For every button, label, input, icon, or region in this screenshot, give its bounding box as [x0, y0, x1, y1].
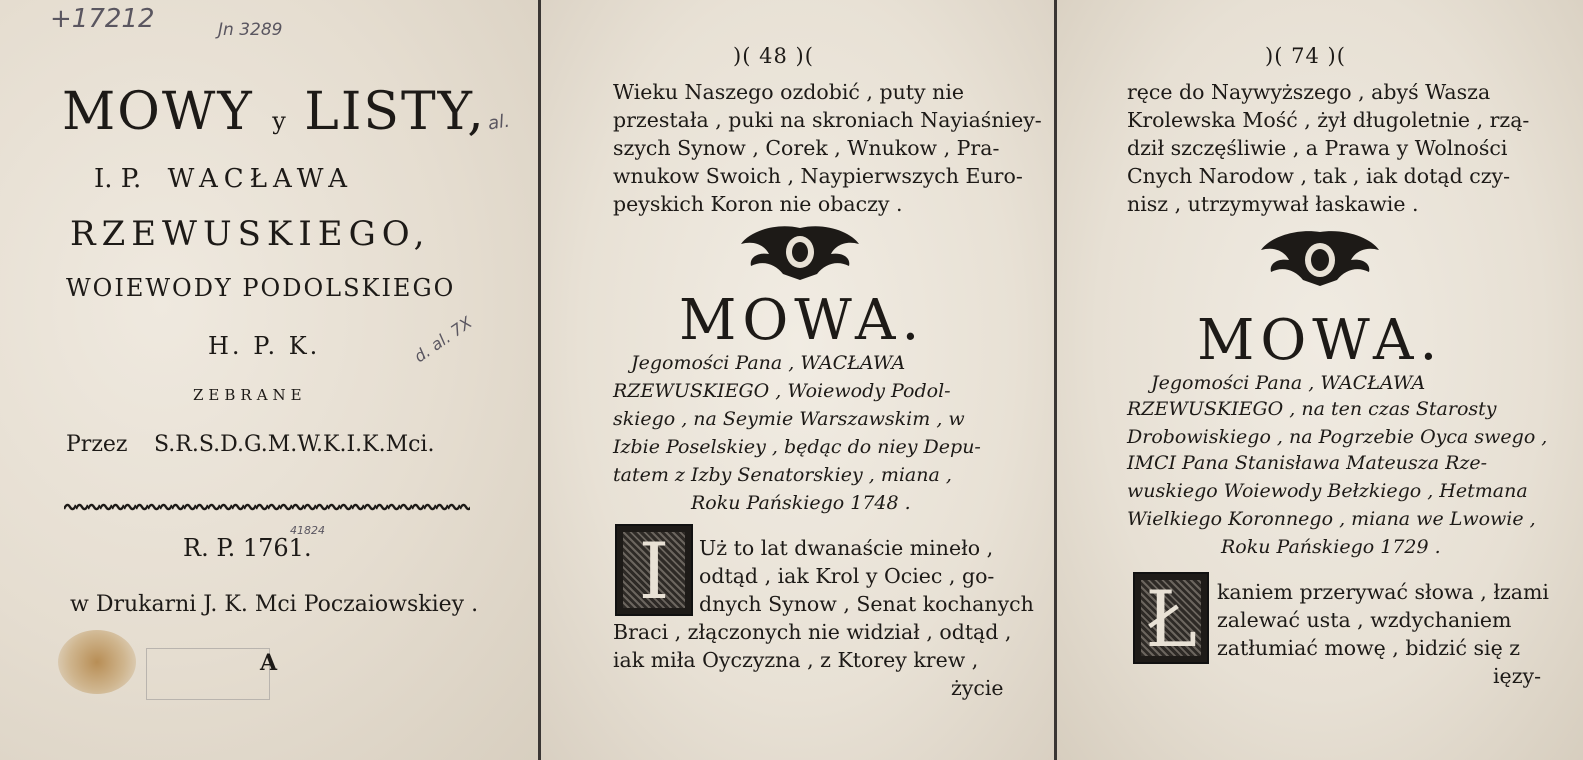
catchword: ięzy- — [1493, 664, 1541, 688]
page-bracket-left: )( — [1265, 44, 1284, 68]
text-line: szych Synow , Corek , Wnukow , Pra- — [613, 136, 1000, 160]
page-number-48 — [733, 44, 814, 68]
heading-line: Drobowiskiego , na Pogrzebie Oyca swego , — [1127, 426, 1548, 448]
page-bracket-right: )( — [1327, 44, 1346, 68]
shelf-mark: +17212 — [50, 4, 155, 34]
text-line: zalewać usta , wzdychaniem — [1217, 608, 1512, 632]
title-wac: WACŁAWA — [167, 164, 353, 194]
text-line: Krolewska Mość , żył długoletnie , rzą- — [1127, 108, 1530, 132]
heading-line: Wielkiego Koronnego , miana we Lwowie , — [1127, 508, 1536, 530]
heading-line: RZEWUSKIEGO , Woiewody Podol- — [613, 380, 951, 402]
printers-ornament — [735, 222, 865, 284]
title-heading — [62, 82, 486, 142]
ink-stain — [58, 630, 136, 694]
page-number-74 — [1265, 44, 1346, 68]
heading-line: IMCI Pana Stanisława Mateusza Rze- — [1127, 452, 1488, 474]
heading-line: Roku Pańskiego 1748 . — [691, 492, 911, 514]
page-bracket-right: )( — [795, 44, 814, 68]
heading-line: Izbie Poselskiey , będąc do niey Depu- — [613, 436, 981, 458]
heading-line: skiego , na Seymie Warszawskim , w — [613, 408, 965, 430]
heading-line: Jegomości Pana , WACŁAWA — [1151, 372, 1426, 394]
title-hpk: H. P. K. — [208, 332, 321, 360]
title-ip: I. P. — [94, 164, 142, 194]
title-przez: Przez — [66, 432, 128, 457]
title-zebrane: ZEBRANE — [193, 386, 307, 404]
text-line: dnych Synow , Senat kochanych — [699, 592, 1034, 616]
margin-note-pencil: d. al. 7X — [410, 312, 476, 367]
text-line: wnukow Swoich , Naypierwszych Euro- — [613, 164, 1023, 188]
text-line: dził szczęśliwie , a Prawa y Wolności — [1127, 136, 1508, 160]
text-line: ręce do Naywyższego , abyś Wasza — [1127, 80, 1491, 104]
text-line: iak miła Oyczyzna , z Ktorey krew , — [613, 648, 979, 672]
signature-mark: A — [260, 650, 278, 676]
printers-ornament — [1253, 228, 1387, 290]
heading-line: wuskiego Woiewody Bełzkiego , Hetmana — [1127, 480, 1528, 502]
speech-heading: MOWA. — [1197, 308, 1444, 373]
title-word-listy: LISTY, — [304, 82, 486, 142]
text-line: zatłumiać mowę , bidzić się z — [1217, 636, 1521, 660]
decorated-initial-letter: Ł — [1144, 575, 1198, 665]
inventory-mark: Jn 3289 — [218, 20, 283, 40]
text-line: odtąd , iak Krol y Ociec , go- — [699, 564, 995, 588]
title-word-y: y — [272, 107, 286, 135]
title-rzewuskiego: RZEWUSKIEGO, — [70, 214, 431, 254]
page-bracket-left: )( — [733, 44, 752, 68]
text-line: nisz , utrzymywał łaskawie . — [1127, 192, 1419, 216]
title-initials: S.R.S.D.G.M.W.K.I.K.Mci. — [154, 432, 435, 457]
title-year: R. P. 1761. — [183, 534, 312, 562]
page-number-text: 48 — [759, 44, 788, 68]
title-word-mowy: MOWY — [62, 82, 254, 142]
title-wojewody: WOIEWODY PODOLSKIEGO — [66, 274, 456, 302]
page-74 — [1057, 0, 1583, 760]
text-line: Uż to lat dwanaście mineło , — [699, 536, 994, 560]
text-line: Wieku Naszego ozdobić , puty nie — [613, 80, 965, 104]
decorated-initial-letter: I — [638, 527, 670, 617]
text-line: peyskich Koron nie obaczy . — [613, 192, 903, 216]
text-line: Braci , złączonych nie widział , odtąd , — [613, 620, 1012, 644]
heading-line: RZEWUSKIEGO , na ten czas Starosty — [1127, 398, 1497, 420]
text-line: Cnych Narodow , tak , iak dotąd czy- — [1127, 164, 1511, 188]
ornamental-rule — [64, 500, 470, 514]
small-mark: 41824 — [290, 524, 325, 537]
heading-line: Jegomości Pana , WACŁAWA — [631, 352, 906, 374]
page-48 — [541, 0, 1054, 760]
text-line: kaniem przerywać słowa , łzami — [1217, 580, 1549, 604]
decorated-initial — [615, 524, 693, 616]
title-page — [0, 0, 538, 760]
margin-note: al. — [486, 110, 512, 135]
heading-line: Roku Pańskiego 1729 . — [1221, 536, 1441, 558]
title-line-wac — [94, 164, 353, 194]
heading-line: tatem z Izby Senatorskiey , miana , — [613, 464, 952, 486]
page-number-text: 74 — [1291, 44, 1320, 68]
title-printer: w Drukarni J. K. Mci Poczaiowskiey . — [70, 592, 479, 617]
speech-heading: MOWA. — [679, 288, 926, 353]
library-stamp — [146, 648, 270, 700]
decorated-initial — [1133, 572, 1209, 664]
text-line: przestała , puki na skroniach Nayiaśniey- — [613, 108, 1042, 132]
catchword: życie — [951, 676, 1004, 700]
